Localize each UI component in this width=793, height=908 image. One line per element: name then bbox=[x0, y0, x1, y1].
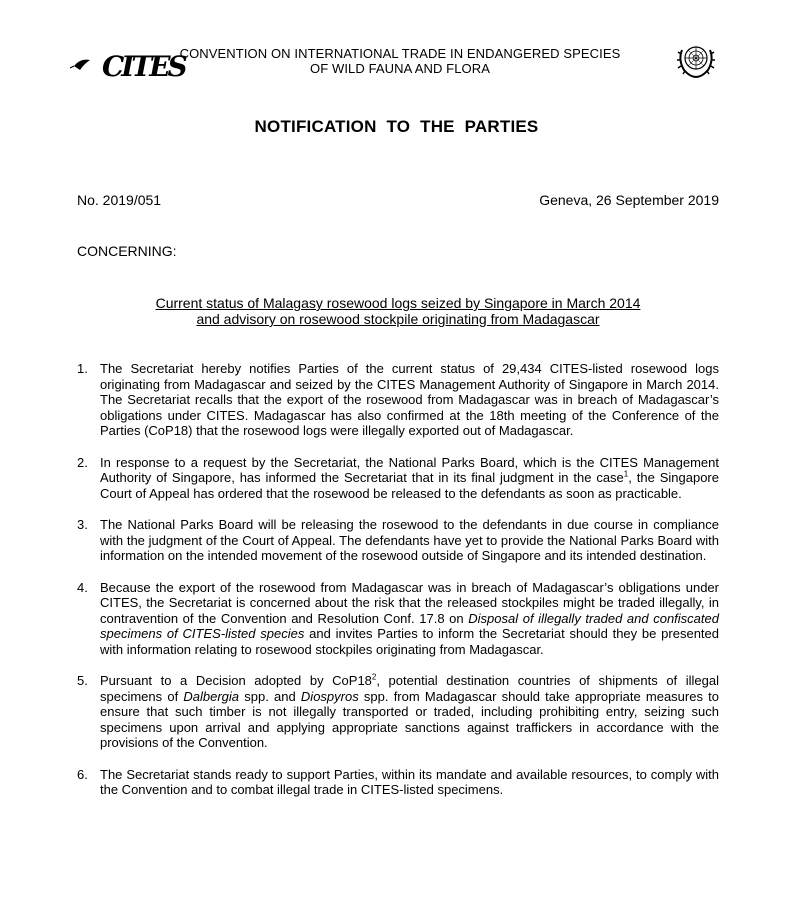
convention-title bbox=[160, 46, 640, 76]
convention-line-1: CONVENTION ON INTERNATIONAL TRADE IN ENDANGERED SPECIES bbox=[179, 46, 621, 61]
paragraph-number: 6. bbox=[77, 766, 88, 782]
genus-name-dalbergia: Dalbergia bbox=[183, 688, 240, 704]
paragraph-2 bbox=[77, 455, 719, 502]
paragraph-text: The Secretariat hereby notifies Parties of the current status of 29,434 CITES-listed rosewood logs originating from Madagascar and seized by the CITES Management Authority of Singapore in March 2014. The Secretariat recalls that the export of the rosewood from Madagascar was in breach of Madagascar’s obligations under CITES. Madagascar has also confirmed at the 18th meeting of the Conference of the Parties (CoP18) that the rosewood logs were illegally exported out of Madagascar. bbox=[100, 361, 719, 438]
notification-number: No. 2019/051 bbox=[77, 192, 162, 208]
paragraph-text bbox=[100, 455, 719, 502]
paragraph-text bbox=[100, 580, 719, 658]
paragraph-text: The National Parks Board will be releasing the rosewood to the defendants in due course in compliance with the judgment of the Court of Appeal. The defendants have yet to provide the National Parks Board with information on the intended movement of the rosewood outside of Singapore and its intended destination. bbox=[100, 517, 719, 563]
paragraph-list bbox=[77, 361, 719, 814]
paragraph-3 bbox=[77, 517, 719, 564]
notification-title: NOTIFICATION TO THE PARTIES bbox=[254, 117, 539, 136]
resolution-title: Disposal of illegally traded and confiscated specimens of CITES-listed species bbox=[100, 610, 719, 641]
reference-row bbox=[77, 192, 719, 208]
place-date: Geneva, 26 September 2019 bbox=[539, 192, 719, 208]
paragraph-text-part: and invites Parties to inform the Secretariat should they be presented with information relating to rosewood stockpiles originating from Madagascar. bbox=[100, 626, 719, 657]
concerning-label: CONCERNING: bbox=[77, 243, 177, 259]
paragraph-number: 3. bbox=[77, 517, 88, 532]
subject-line-2: and advisory on rosewood stockpile originating from Madagascar bbox=[196, 311, 600, 327]
paragraph-text bbox=[100, 673, 719, 751]
paragraph-text: The Secretariat stands ready to support Parties, within its mandate and available resources, to comply with the Convention and to combat illegal trade in CITES-listed specimens. bbox=[100, 766, 719, 797]
genus-name-diospyros: Diospyros bbox=[300, 688, 359, 704]
paragraph-text-part: , the Singapore Court of Appeal has ordered that the rosewood be released to the defendants as soon as practicable. bbox=[100, 470, 719, 501]
paragraph-4 bbox=[77, 580, 719, 658]
paragraph-text-part: , potential destination countries of shipments of illegal specimens of bbox=[100, 673, 719, 704]
cites-logo-text: CITES bbox=[102, 50, 185, 83]
un-emblem-icon bbox=[676, 40, 716, 80]
paragraph-text-part: spp. and bbox=[239, 688, 301, 704]
footnote-ref-2[interactable]: 2 bbox=[371, 672, 377, 682]
paragraph-text-part: Pursuant to a Decision adopted by CoP18 bbox=[100, 673, 372, 688]
subject-heading bbox=[77, 295, 719, 327]
subject-line-1: Current status of Malagasy rosewood logs seized by Singapore in March 2014 bbox=[155, 295, 641, 311]
paragraph-text-part: In response to a request by the Secretariat, the National Parks Board, which is the CITES Management Authority of Singapore, has informed the Secretariat that in its final judgment in the case bbox=[100, 454, 719, 485]
paragraph-number: 4. bbox=[77, 579, 88, 595]
paragraph-text-part: Because the export of the rosewood from Madagascar was in breach of Madagascar’s obligations under CITES, the Secretariat is concerned about the risk that the released stockpiles might be traded illegally, in contravention of the Convention and Resolution Conf. 17.8 on bbox=[100, 579, 719, 626]
cites-logo bbox=[72, 38, 185, 83]
paragraph-1 bbox=[77, 361, 719, 439]
paragraph-text-part: spp. from Madagascar should take appropriate measures to ensure that such timber is not illegally transported or traded, including prohibiting entry, seizing such specimens upon arrival and applying appropriate sanctions against traffickers in accordance with the provisions of the Convention. bbox=[100, 688, 720, 750]
footnote-ref-1[interactable]: 1 bbox=[623, 469, 629, 479]
paragraph-6 bbox=[77, 767, 719, 798]
paragraph-number: 5. bbox=[77, 673, 88, 688]
convention-line-2: OF WILD FAUNA AND FLORA bbox=[310, 61, 490, 76]
paragraph-number: 2. bbox=[77, 454, 88, 470]
paragraph-number: 1. bbox=[77, 361, 88, 376]
paragraph-5 bbox=[77, 673, 719, 751]
